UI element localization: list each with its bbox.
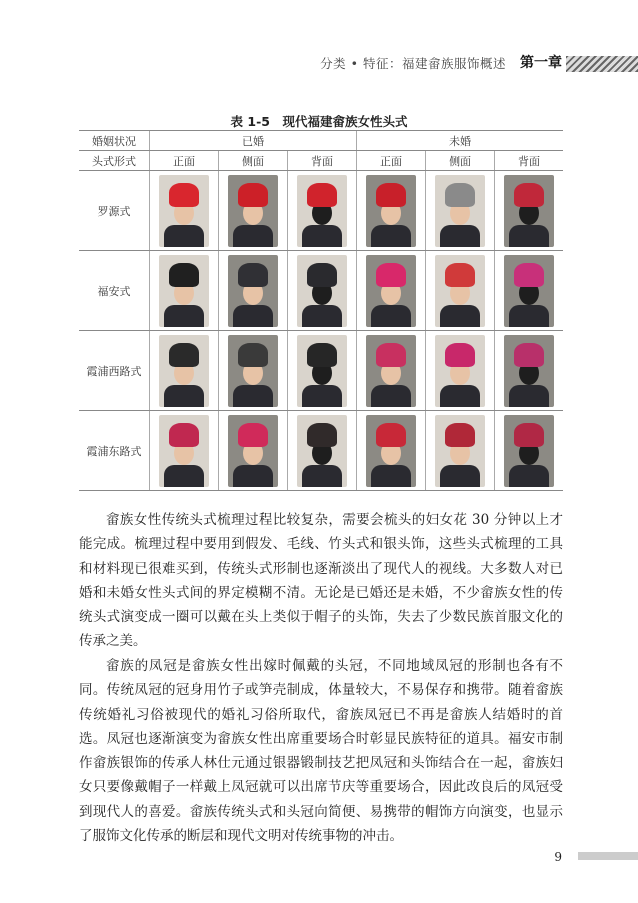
photo-body-shape xyxy=(164,305,204,327)
view-back: 背面 xyxy=(495,151,563,171)
photo-body-shape xyxy=(440,225,480,247)
headdress-shape xyxy=(445,423,475,447)
photo-cell xyxy=(150,411,219,491)
photo-cell xyxy=(426,171,495,251)
headdress-shape xyxy=(307,423,337,447)
headdress-shape xyxy=(238,263,268,287)
hairstyle-photo xyxy=(366,255,416,327)
hairstyle-name: 霞浦东路式 xyxy=(79,411,150,491)
view-side: 侧面 xyxy=(219,151,288,171)
view-side: 侧面 xyxy=(426,151,495,171)
photo-cell xyxy=(357,331,426,411)
unmarried-header: 未婚 xyxy=(357,131,563,151)
photo-cell xyxy=(426,411,495,491)
hairstyle-photo xyxy=(297,415,347,487)
photo-cell xyxy=(495,331,563,411)
photo-cell xyxy=(357,171,426,251)
page-header xyxy=(0,52,638,76)
headdress-shape xyxy=(514,423,544,447)
headdress-shape xyxy=(445,343,475,367)
photo-body-shape xyxy=(302,385,342,407)
headdress-shape xyxy=(445,263,475,287)
hairstyle-name: 福安式 xyxy=(79,251,150,331)
table-row xyxy=(79,171,563,251)
table-row xyxy=(79,411,563,491)
view-front: 正面 xyxy=(150,151,219,171)
headdress-shape xyxy=(514,263,544,287)
headdress-shape xyxy=(238,183,268,207)
hairstyle-photo xyxy=(435,255,485,327)
photo-cell xyxy=(495,411,563,491)
hairstyle-photo xyxy=(435,175,485,247)
photo-cell xyxy=(150,171,219,251)
headdress-shape xyxy=(514,183,544,207)
photo-body-shape xyxy=(509,465,549,487)
headdress-shape xyxy=(238,423,268,447)
photo-body-shape xyxy=(440,385,480,407)
photo-body-shape xyxy=(302,465,342,487)
headdress-shape xyxy=(445,183,475,207)
paragraph-text: 畲族的凤冠是畲族女性出嫁时佩戴的头冠，不同地域凤冠的形制也各有不同。传统凤冠的冠身用竹子或笋壳制成，体量较大，不易保存和携带。随着畲族传统婚礼习俗被现代的婚礼习俗所取代，畲族凤冠已不再是畲族人结婚时的首选。凤冠也逐渐演变为畲族女性出席重要场合时彰显民族特征的道具。福安市制作畲族银饰的传承人林仕元通过银器锻制技艺把凤冠和头饰结合在一起，畲族妇女只要像戴帽子一样戴上凤冠就可以出席节庆等重要场合，因此改良后的凤冠受到现代人的喜爱。畲族传统头式和头冠向简便、易携带的帽饰方向演变，也显示了服饰文化传承的断层和现代文明对传统事物的冲击。 xyxy=(79,658,563,845)
photo-cell xyxy=(219,331,288,411)
section-title: 分类 • 特征：福建畲族服饰概述 xyxy=(320,56,506,71)
photo-body-shape xyxy=(302,225,342,247)
photo-cell xyxy=(357,251,426,331)
hairstyle-photo xyxy=(297,255,347,327)
photo-body-shape xyxy=(509,385,549,407)
photo-cell xyxy=(150,251,219,331)
paragraph-text: 畲族女性传统头式梳理过程比较复杂，需要会梳头的妇女花 30 分钟以上才能完成。梳理过程中要用到假发、毛线、竹头式和银头饰，这些头式梳理的工具和材料现已很难买到，传统头式形制也逐渐淡出了现代人的视线。大多数人对已婚和未婚女性头式间的界定模糊不清。无论是已婚还是未婚，不少畲族女性的传统头式演变成一圈可以戴在头上类似于帽子的头饰，失去了少数民族首服文化的传承之美。 xyxy=(79,512,563,650)
hairstyle-photo xyxy=(159,335,209,407)
married-header: 已婚 xyxy=(150,131,357,151)
photo-body-shape xyxy=(371,225,411,247)
table-row xyxy=(79,251,563,331)
photo-cell xyxy=(219,171,288,251)
hairstyle-table xyxy=(79,130,563,491)
photo-body-shape xyxy=(164,465,204,487)
photo-body-shape xyxy=(509,225,549,247)
photo-body-shape xyxy=(509,305,549,327)
photo-cell xyxy=(150,331,219,411)
table-row xyxy=(79,331,563,411)
photo-cell xyxy=(288,411,357,491)
decorative-pattern xyxy=(566,56,638,72)
marital-status-label: 婚姻状况 xyxy=(79,131,150,151)
hairstyle-photo xyxy=(504,335,554,407)
hairstyle-photo xyxy=(366,175,416,247)
hairstyle-photo xyxy=(228,175,278,247)
headdress-shape xyxy=(169,183,199,207)
hairstyle-photo xyxy=(504,415,554,487)
hairstyle-name: 罗源式 xyxy=(79,171,150,251)
photo-cell xyxy=(288,331,357,411)
photo-body-shape xyxy=(371,385,411,407)
hairstyle-photo xyxy=(159,415,209,487)
headdress-shape xyxy=(376,183,406,207)
photo-body-shape xyxy=(164,225,204,247)
hairstyle-photo xyxy=(297,335,347,407)
photo-body-shape xyxy=(371,465,411,487)
view-back: 背面 xyxy=(288,151,357,171)
hairstyle-photo xyxy=(366,335,416,407)
hairstyle-photo xyxy=(159,175,209,247)
headdress-shape xyxy=(376,263,406,287)
photo-cell xyxy=(288,171,357,251)
page-number: 9 xyxy=(554,850,562,864)
hairstyle-name: 霞浦西路式 xyxy=(79,331,150,411)
photo-body-shape xyxy=(302,305,342,327)
photo-cell xyxy=(495,251,563,331)
hairstyle-photo xyxy=(228,255,278,327)
hairstyle-photo xyxy=(504,175,554,247)
photo-rows xyxy=(79,171,563,491)
headdress-shape xyxy=(514,343,544,367)
hairstyle-photo xyxy=(435,335,485,407)
headdress-shape xyxy=(307,343,337,367)
photo-cell xyxy=(288,251,357,331)
hairstyle-photo xyxy=(435,415,485,487)
body-paragraph-2 xyxy=(79,654,563,848)
hairstyle-photo xyxy=(297,175,347,247)
photo-body-shape xyxy=(233,465,273,487)
hairstyle-form-label: 头式形式 xyxy=(79,151,150,171)
photo-body-shape xyxy=(371,305,411,327)
hairstyle-photo xyxy=(504,255,554,327)
photo-cell xyxy=(426,251,495,331)
table-title: 表 1-5 现代福建畲族女性头式 xyxy=(230,114,408,129)
photo-body-shape xyxy=(440,465,480,487)
hairstyle-photo xyxy=(228,415,278,487)
headdress-shape xyxy=(169,263,199,287)
photo-cell xyxy=(219,411,288,491)
hairstyle-photo xyxy=(228,335,278,407)
body-paragraph-1 xyxy=(79,508,563,654)
photo-body-shape xyxy=(233,225,273,247)
photo-cell xyxy=(495,171,563,251)
headdress-shape xyxy=(169,343,199,367)
page-bar-decoration xyxy=(578,852,638,860)
headdress-shape xyxy=(238,343,268,367)
photo-body-shape xyxy=(440,305,480,327)
view-front: 正面 xyxy=(357,151,426,171)
headdress-shape xyxy=(376,423,406,447)
photo-cell xyxy=(426,331,495,411)
headdress-shape xyxy=(307,183,337,207)
hairstyle-photo xyxy=(366,415,416,487)
hairstyle-photo xyxy=(159,255,209,327)
photo-body-shape xyxy=(233,305,273,327)
photo-cell xyxy=(219,251,288,331)
photo-cell xyxy=(357,411,426,491)
headdress-shape xyxy=(307,263,337,287)
photo-body-shape xyxy=(164,385,204,407)
photo-body-shape xyxy=(233,385,273,407)
chapter-label: 第一章 xyxy=(520,55,562,71)
headdress-shape xyxy=(376,343,406,367)
headdress-shape xyxy=(169,423,199,447)
